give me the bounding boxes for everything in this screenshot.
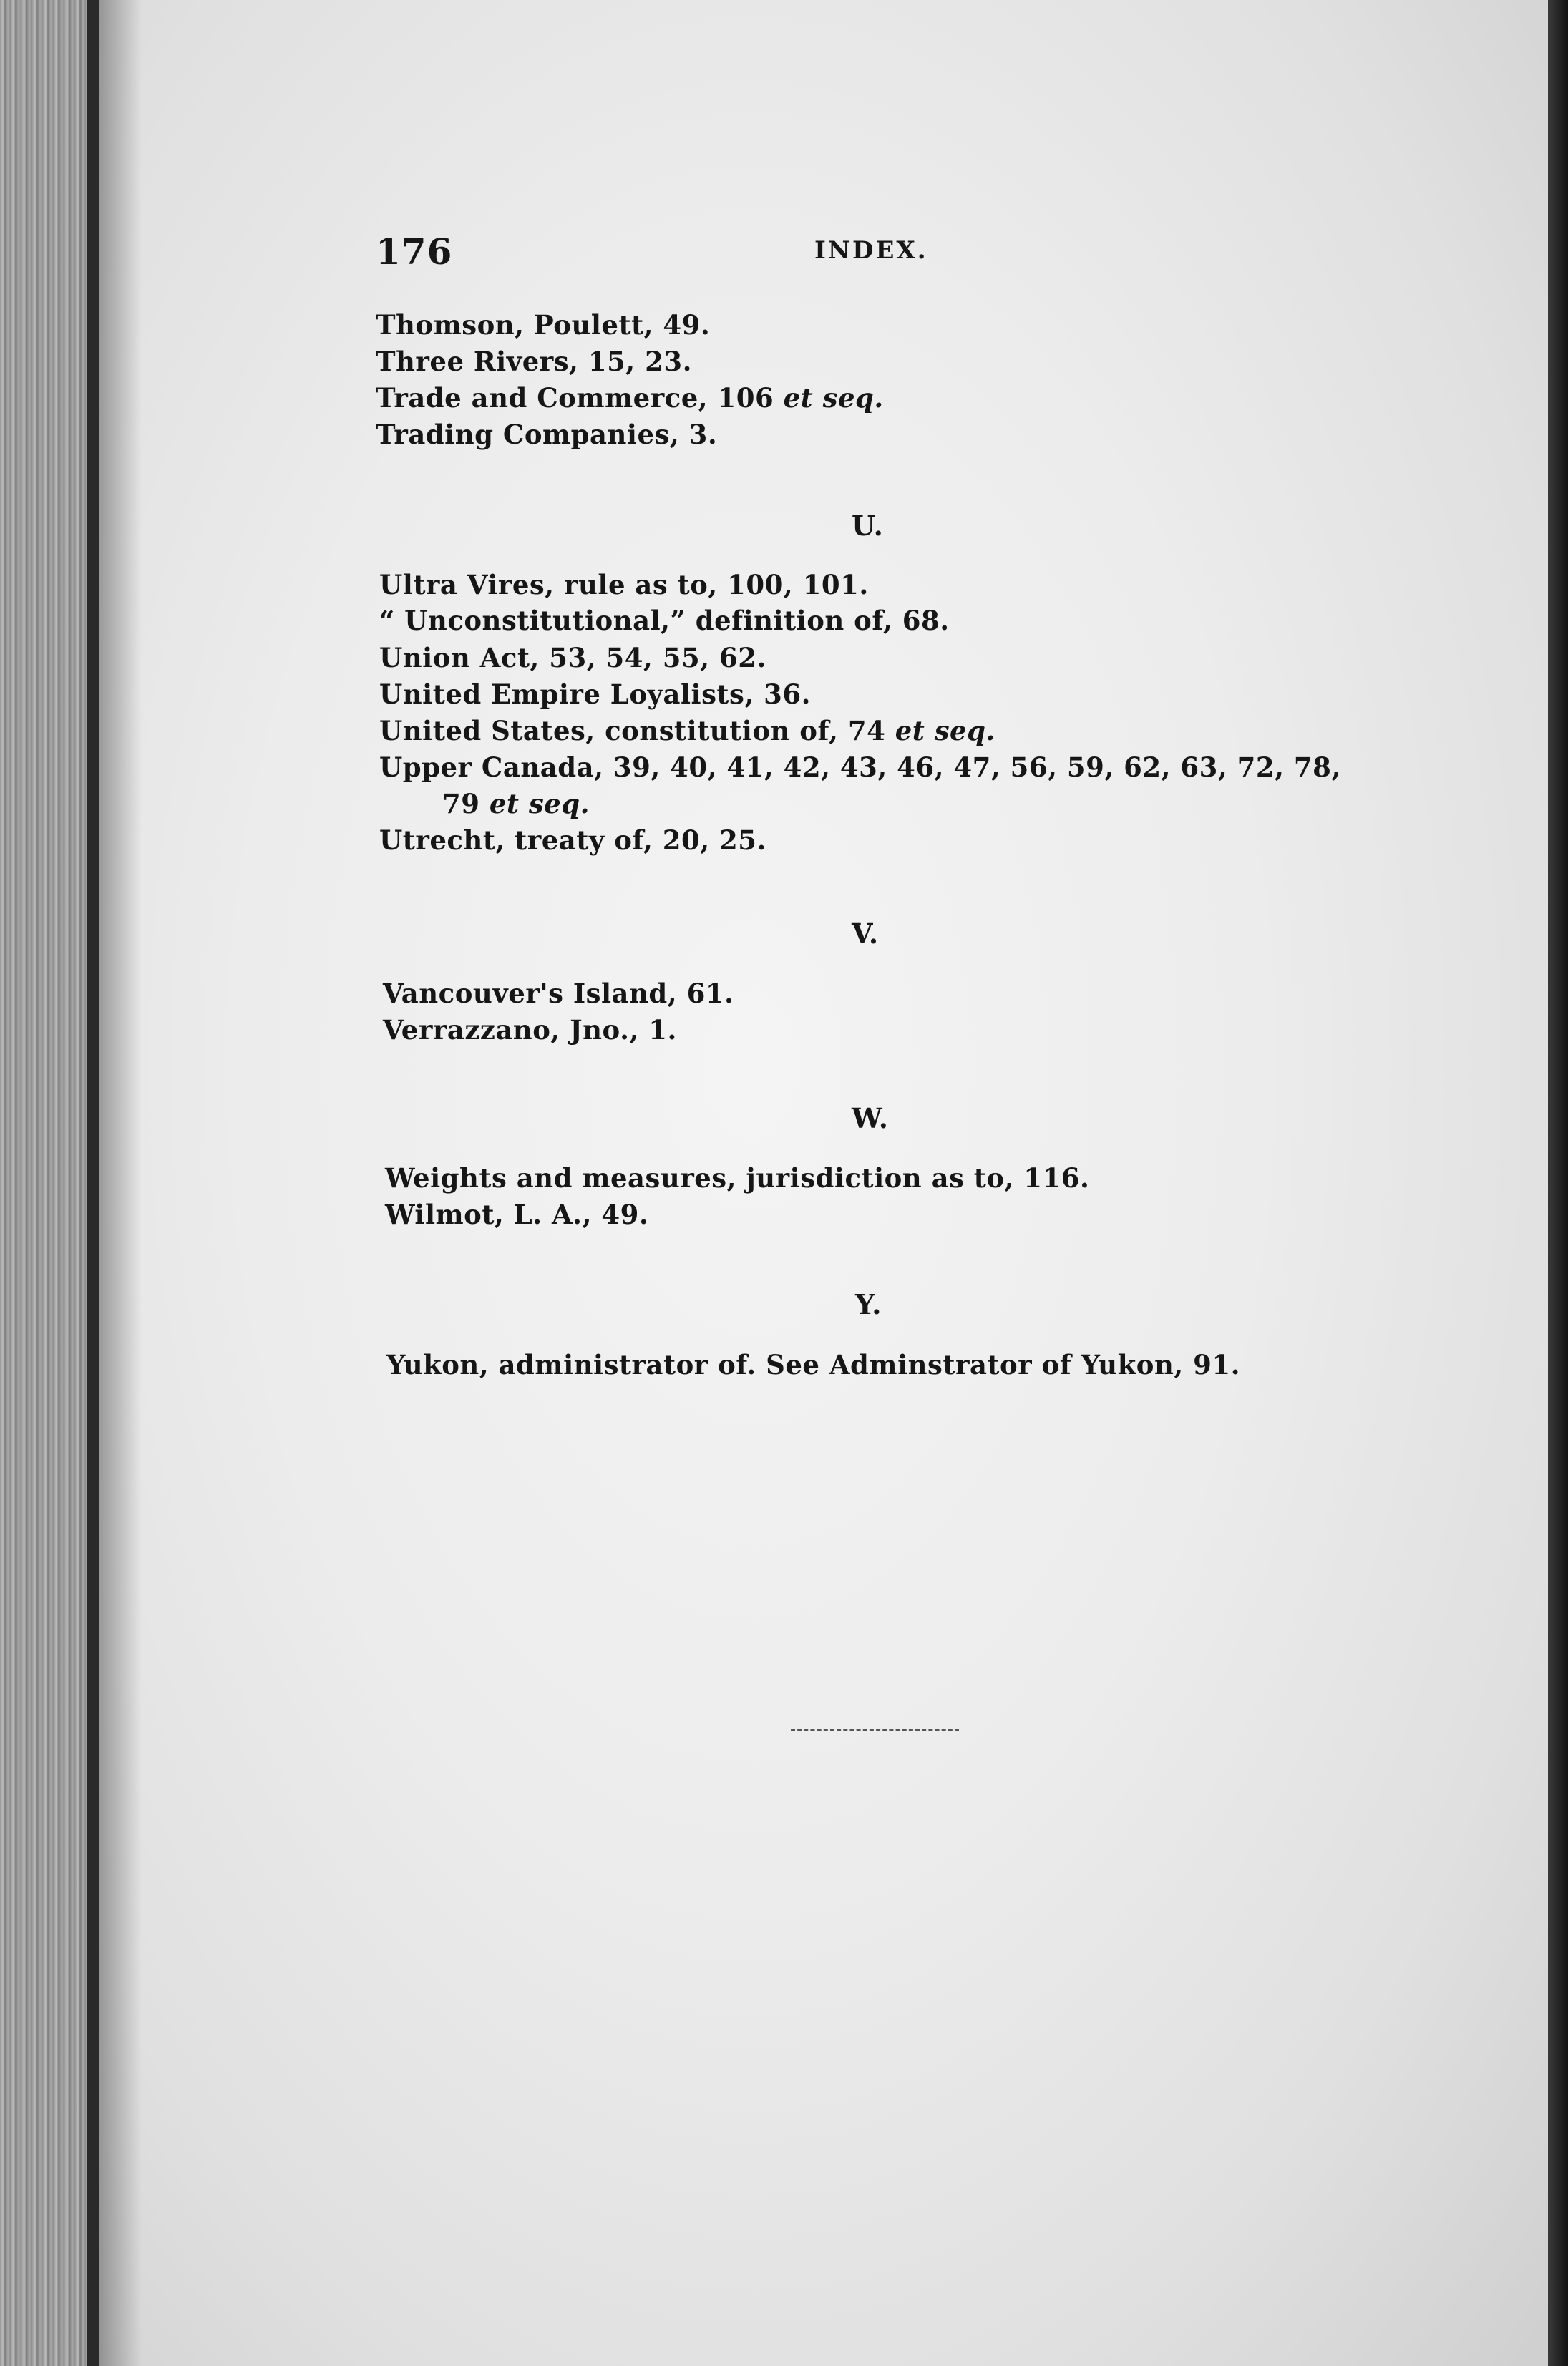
section-letter-u: U.	[852, 510, 884, 542]
stacked-page-edges	[0, 0, 100, 2366]
section-letter-w: W.	[852, 1102, 889, 1134]
index-entry: Vancouver's Island, 61.	[383, 978, 734, 1009]
index-entry: Weights and measures, jurisdiction as to, 116.	[385, 1162, 1090, 1194]
index-entry: Verrazzano, Jno., 1.	[383, 1014, 677, 1046]
index-entry-continuation: 79 et seq.	[442, 788, 590, 819]
page-number: 176	[376, 230, 453, 273]
index-entry: Trade and Commerce, 106 et seq.	[376, 382, 884, 414]
section-letter-v: V.	[852, 917, 880, 950]
section-letter-y: Y.	[855, 1288, 882, 1320]
index-entry: Wilmot, L. A., 49.	[385, 1199, 649, 1230]
running-head: INDEX.	[814, 236, 928, 265]
index-entry: Yukon, administrator of. See Adminstrator of Yukon, 91.	[386, 1349, 1240, 1381]
index-entry: Union Act, 53, 54, 55, 62.	[379, 642, 766, 673]
index-entry: “ Unconstitutional,” definition of, 68.	[379, 605, 950, 636]
end-rule	[791, 1729, 959, 1731]
index-entry: Trading Companies, 3.	[376, 419, 718, 450]
index-entry: Ultra Vires, rule as to, 100, 101.	[379, 569, 869, 600]
index-entry: Thomson, Poulett, 49.	[376, 309, 711, 341]
index-content	[279, 0, 1396, 2366]
index-entry: United Empire Loyalists, 36.	[379, 678, 811, 710]
index-entry: Three Rivers, 15, 23.	[376, 346, 692, 377]
page-right-edge	[1548, 0, 1568, 2366]
index-entry: United States, constitution of, 74 et seq.	[379, 715, 995, 746]
index-entry: Utrecht, treaty of, 20, 25.	[379, 824, 766, 856]
index-entry: Upper Canada, 39, 40, 41, 42, 43, 46, 47, 56, 59, 62, 63, 72, 78,	[379, 751, 1341, 783]
